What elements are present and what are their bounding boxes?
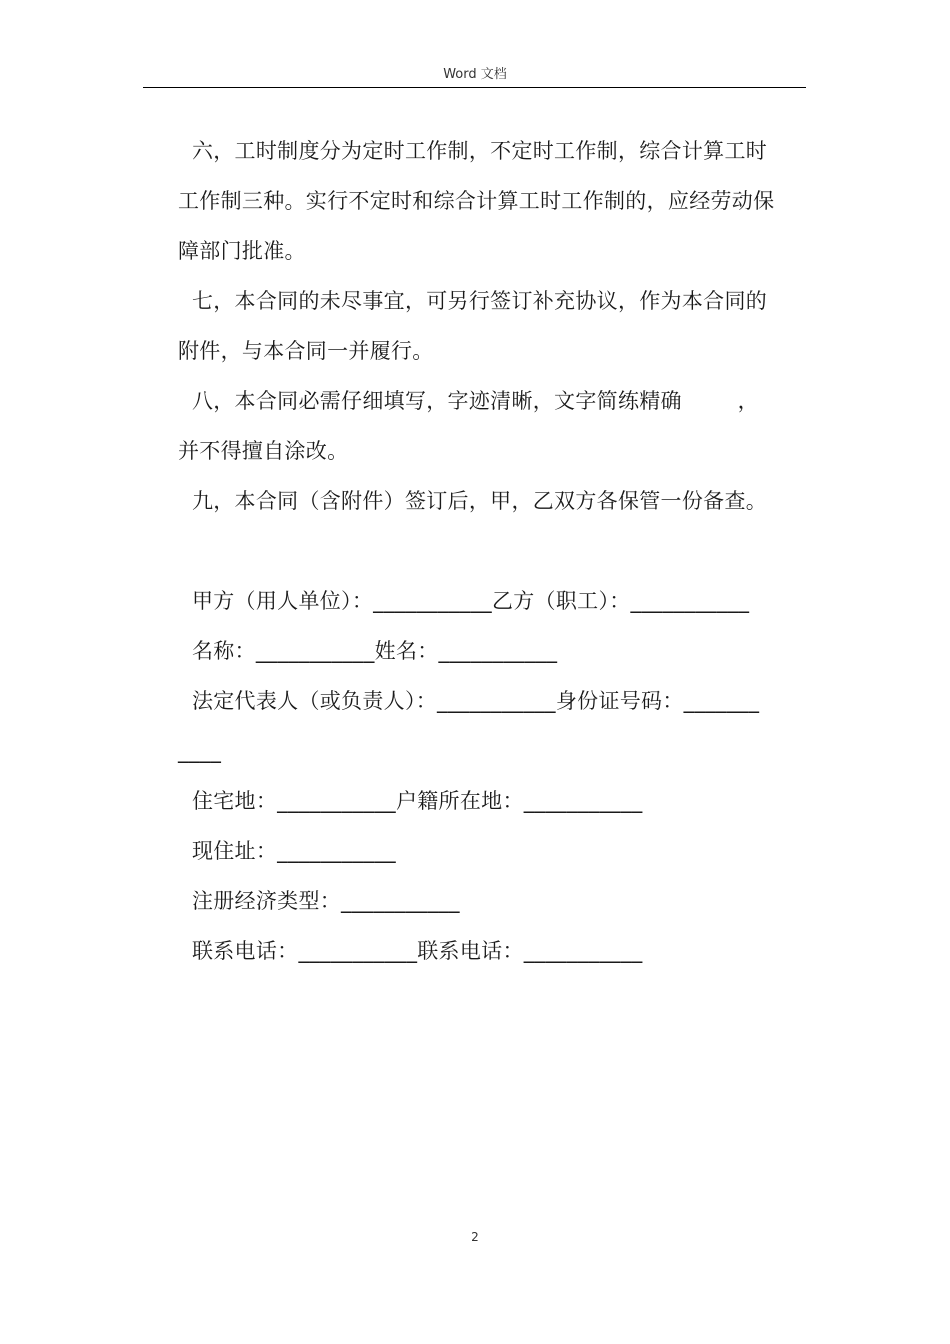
clause-7-line-1: 七，本合同的未尽事宜，可另行签订补充协议，作为本合同的 [178, 289, 768, 313]
header-title: Word 文档 [443, 67, 507, 82]
form-party-line: 甲方（用人单位）：___________乙方（职工）：___________ [178, 589, 750, 613]
clause-8-line-1: 八，本合同必需仔细填写，字迹清晰，文字简练精确 ， [178, 389, 759, 413]
clause-6-line-2: 工作制三种。实行不定时和综合计算工时工作制的，应经劳动保 [178, 189, 775, 213]
clause-6-line-3: 障部门批准。 [178, 239, 306, 263]
clause-9-line-1: 九，本合同（含附件）签订后，甲，乙双方各保管一份备查。 [178, 489, 768, 513]
form-representative-line: 法定代表人（或负责人）：___________身份证号码：_______ [178, 689, 760, 713]
form-current-address-line: 现住址：___________ [178, 839, 396, 863]
page-number: 2 [471, 1230, 479, 1244]
clause-7-line-2: 附件，与本合同一并履行。 [178, 339, 434, 363]
form-id-continuation-line: ____ [178, 739, 222, 763]
clause-6-line-1: 六，工时制度分为定时工作制，不定时工作制，综合计算工时 [178, 139, 768, 163]
form-phone-line: 联系电话：___________联系电话：___________ [178, 939, 643, 963]
clause-8-line-2: 并不得擅自涂改。 [178, 439, 349, 463]
form-residence-line: 住宅地：___________户籍所在地：___________ [178, 789, 643, 813]
header-rule [143, 87, 806, 88]
form-economic-type-line: 注册经济类型：___________ [178, 889, 460, 913]
form-name-line: 名称：___________姓名：___________ [178, 639, 558, 663]
